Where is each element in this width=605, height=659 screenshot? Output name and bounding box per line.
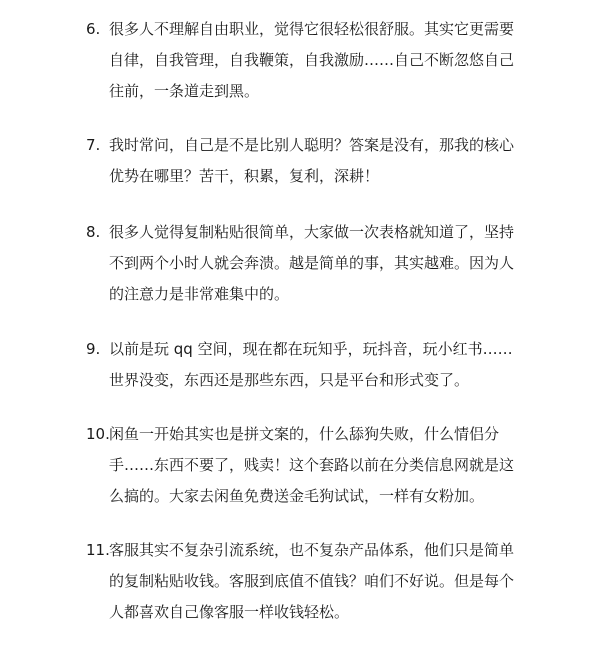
text-line: 么搞的。大家去闲鱼免费送金毛狗试试，一样有女粉加。: [109, 487, 485, 505]
text-line: 以前是玩 qq 空间，现在都在玩知乎，玩抖音，玩小红书……: [109, 340, 513, 358]
text-line: 人都喜欢自己像客服一样收钱轻松。: [109, 603, 350, 621]
text-line: 往前，一条道走到黑。: [109, 82, 260, 100]
item-number: 8.: [86, 223, 101, 241]
item-number: 10.: [86, 425, 110, 443]
item-number: 11.: [86, 541, 110, 559]
text-line: 的注意力是非常难集中的。: [109, 285, 290, 303]
item-number: 9.: [86, 340, 101, 358]
text-line: 世界没变，东西还是那些东西，只是平台和形式变了。: [109, 371, 470, 389]
item-number: 7.: [86, 136, 101, 154]
item-number: 6.: [86, 20, 101, 38]
text-line: 不到两个小时人就会奔溃。越是简单的事，其实越难。因为人: [109, 254, 515, 272]
text-line: 闲鱼一开始其实也是拼文案的，什么舔狗失败，什么情侣分: [109, 425, 500, 443]
item-text: [109, 14, 519, 107]
text-line: 我时常问，自己是不是比别人聪明？答案是没有，那我的核心: [109, 136, 515, 154]
text-line: 的复制粘贴收钱。客服到底值不值钱？咱们不好说。但是每个: [109, 572, 515, 590]
item-text: [109, 334, 519, 396]
text-line: 客服其实不复杂引流系统，也不复杂产品体系，他们只是简单: [109, 541, 515, 559]
text-line: 很多人觉得复制粘贴很简单，大家做一次表格就知道了，坚持: [109, 223, 515, 241]
text-line: 自律，自我管理，自我鞭策，自我激励……自己不断忽悠自己: [109, 51, 515, 69]
item-text: [109, 535, 519, 628]
text-line: 很多人不理解自由职业，觉得它很轻松很舒服。其实它更需要: [109, 20, 515, 38]
item-text: [109, 130, 519, 192]
text-line: 优势在哪里？苦干，积累，复利，深耕！: [109, 167, 380, 185]
item-text: [109, 419, 519, 512]
item-text: [109, 217, 519, 310]
text-line: 手……东西不要了，贱卖！这个套路以前在分类信息网就是这: [109, 456, 515, 474]
